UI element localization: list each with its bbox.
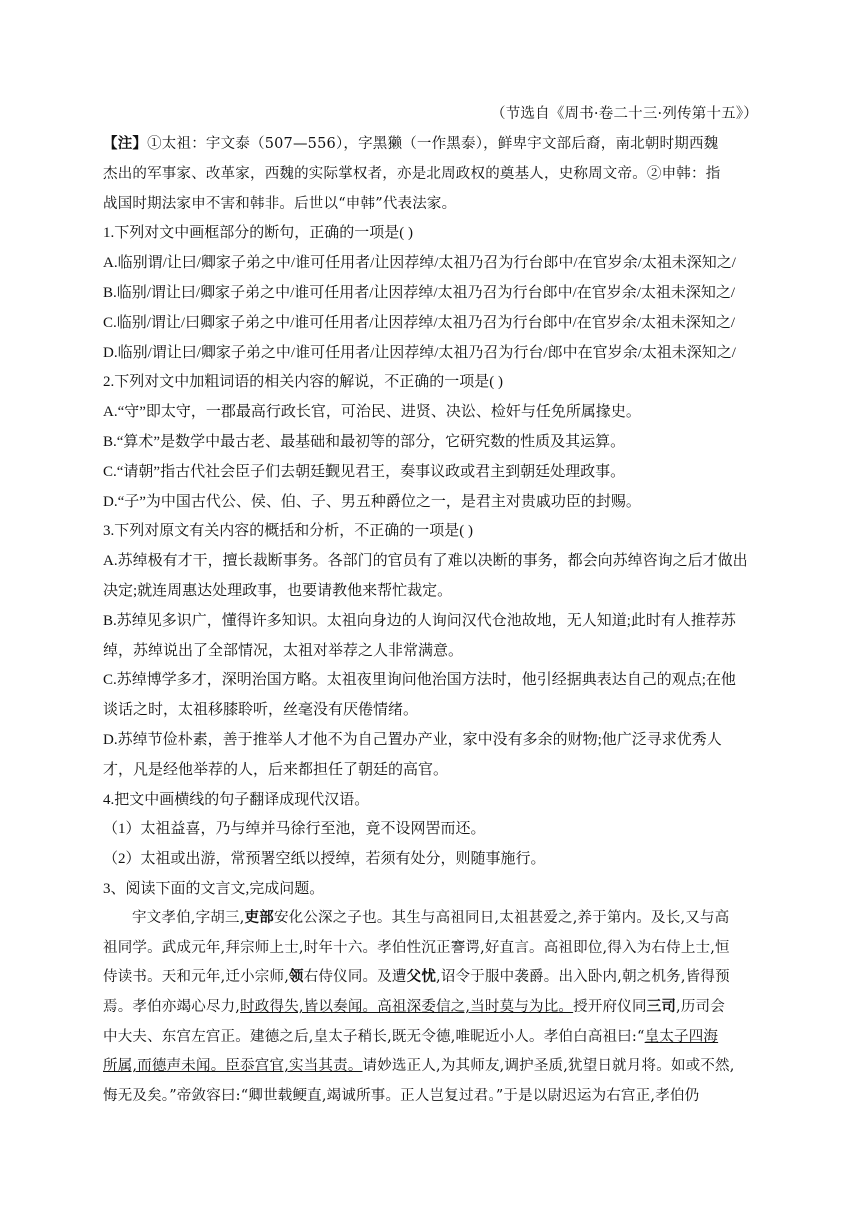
passage-line-5: 中大夫、东宫左宫正。建德之后,皇太子稍长,既无令德,唯昵近小人。孝伯白高祖曰:“皇太子四海 (103, 1029, 719, 1045)
question-4-item-2: （2）太祖或出游，常预署空纸以授绰，若须有处分，则随事施行。 (103, 851, 546, 867)
question-3-option-d-line-1: D.苏绰节俭朴素，善于推举人才他不为自己置办产业，家中没有多余的财物;他广泛寻求优秀人 (103, 732, 722, 748)
question-1-option-b: B.临别/谓让曰/卿家子弟之中/谁可任用者/让因荐绰/太祖乃召为行台郎中/在官岁余/太祖未深知之/ (103, 285, 736, 301)
question-1-stem: 1.下列对文中画框部分的断句，正确的一项是( ) (103, 225, 413, 241)
question-1-option-a: A.临别谓/让曰/卿家子弟之中/谁可任用者/让因荐绰/太祖乃召为行台郎中/在官岁余/太祖未深知之/ (103, 255, 736, 271)
question-3-option-a-line-2: 决定;就连周惠达处理政事，也要请教他来帮忙裁定。 (103, 583, 453, 599)
question-3-option-c-line-2: 谈话之时，太祖移膝聆听，丝毫没有厌倦情绪。 (103, 702, 419, 718)
note-bracket: 【注】 (103, 135, 148, 152)
passage-line-7: 悔无及矣。”帝敛容曰:“卿世载鲠直,竭诚所事。正人岂复过君。”于是以尉迟运为右宫正,孝伯仍 (103, 1088, 700, 1104)
question-3-option-b-line-1: B.苏绰见多识广，懂得许多知识。太祖向身边的人询问汉代仓池故地，无人知道;此时有人推荐苏 (103, 613, 736, 629)
section-heading-reading-3: 3、阅读下面的文言文,完成问题。 (103, 881, 325, 897)
passage-line-1: 宇文孝伯,字胡三,吏部安化公深之子也。其生与高祖同日,太祖甚爱之,养于第内。及长,又与高 (132, 909, 730, 926)
passage-line-2: 祖同学。武成元年,拜宗师上士,时年十六。孝伯性沉正謇谔,好直言。高祖即位,得入为右侍上士,恒 (103, 940, 730, 956)
note-line-1: 【注】①太祖：宇文泰（507—556），字黑獭（一作黑泰），鲜卑宇文部后裔，南北朝时期西魏 (103, 135, 719, 152)
question-2-option-b: B.“算术”是数学中最古老、最基础和最初等的部分，它研究数的性质及其运算。 (103, 434, 626, 450)
question-2-stem: 2.下列对文中加粗词语的相关内容的解说，不正确的一项是( ) (103, 374, 503, 390)
source-citation: （节选自《周书·卷二十三·列传第十五》） (491, 106, 758, 122)
note-line-3: 战国时期法家申不害和韩非。后世以“申韩”代表法家。 (103, 196, 457, 212)
bold-term: 领 (289, 968, 304, 985)
underlined-sentence: 时政得失,皆以奏闻。高祖深委信之,当时莫与为比。 (240, 999, 574, 1015)
question-1-option-d: D.临别/谓让曰/卿家子弟之中/谁可任用者/让因荐绰/太祖乃召为行台/郎中在官岁余/太祖未深知之/ (103, 345, 736, 361)
passage-line-3: 侍读书。天和元年,迁小宗师,领右侍仪同。及遭父忧,诏令于服中袭爵。出入卧内,朝之机务,皆得预 (103, 968, 730, 985)
underlined-sentence: 皇太子四海 (644, 1029, 719, 1045)
passage-line-6: 所属,而德声未闻。臣忝宫官,实当其责。请妙选正人,为其师友,调护圣质,犹望日就月将。如或不然, (103, 1058, 735, 1074)
underlined-sentence: 所属,而德声未闻。臣忝宫官,实当其责。 (103, 1058, 363, 1074)
question-2-option-a: A.“守”即太守，一郡最高行政长官，可治民、进贤、决讼、检奸与任免所属掾史。 (103, 404, 641, 420)
question-2-option-d: D.“子”为中国古代公、侯、伯、子、男五种爵位之一，是君主对贵戚功臣的封赐。 (103, 494, 641, 510)
passage-line-4: 焉。孝伯亦竭心尽力,时政得失,皆以奏闻。高祖深委信之,当时莫与为比。授开府仪同三司,历司会 (103, 998, 725, 1015)
bold-term: 父忧 (406, 968, 437, 985)
question-3-option-d-line-2: 才，凡是经他举荐的人，后来都担任了朝廷的高官。 (103, 762, 449, 778)
question-3-stem: 3.下列对原文有关内容的概括和分析，不正确的一项是( ) (103, 523, 473, 539)
bold-term: 三司 (646, 998, 677, 1015)
bold-term: 吏部 (244, 909, 274, 926)
question-2-option-c: C.“请朝”指古代社会臣子们去朝廷觐见君王，奏事议政或君主到朝廷处理政事。 (103, 464, 626, 480)
question-1-option-c: C.临别/谓让/曰卿家子弟之中/谁可任用者/让因荐绰/太祖乃召为行台郎中/在官岁余/太祖未深知之/ (103, 315, 736, 331)
question-3-option-b-line-2: 绰，苏绰说出了全部情况，太祖对举荐之人非常满意。 (103, 643, 464, 659)
note-line-2: 杰出的军事家、改革家，西魏的实际掌权者，亦是北周政权的奠基人，史称周文帝。②申韩：指 (103, 166, 721, 182)
question-3-option-c-line-1: C.苏绰博学多才，深明治国方略。太祖夜里询问他治国方法时，他引经据典表达自己的观点;在他 (103, 672, 736, 688)
question-4-stem: 4.把文中画横线的句子翻译成现代汉语。 (103, 792, 370, 808)
question-3-option-a-line-1: A.苏绰极有才干，擅长裁断事务。各部门的官员有了难以决断的事务，都会向苏绰咨询之后才做出 (103, 553, 748, 569)
question-4-item-1: （1）太祖益喜，乃与绰并马徐行至池，竟不设网罟而还。 (103, 821, 486, 837)
